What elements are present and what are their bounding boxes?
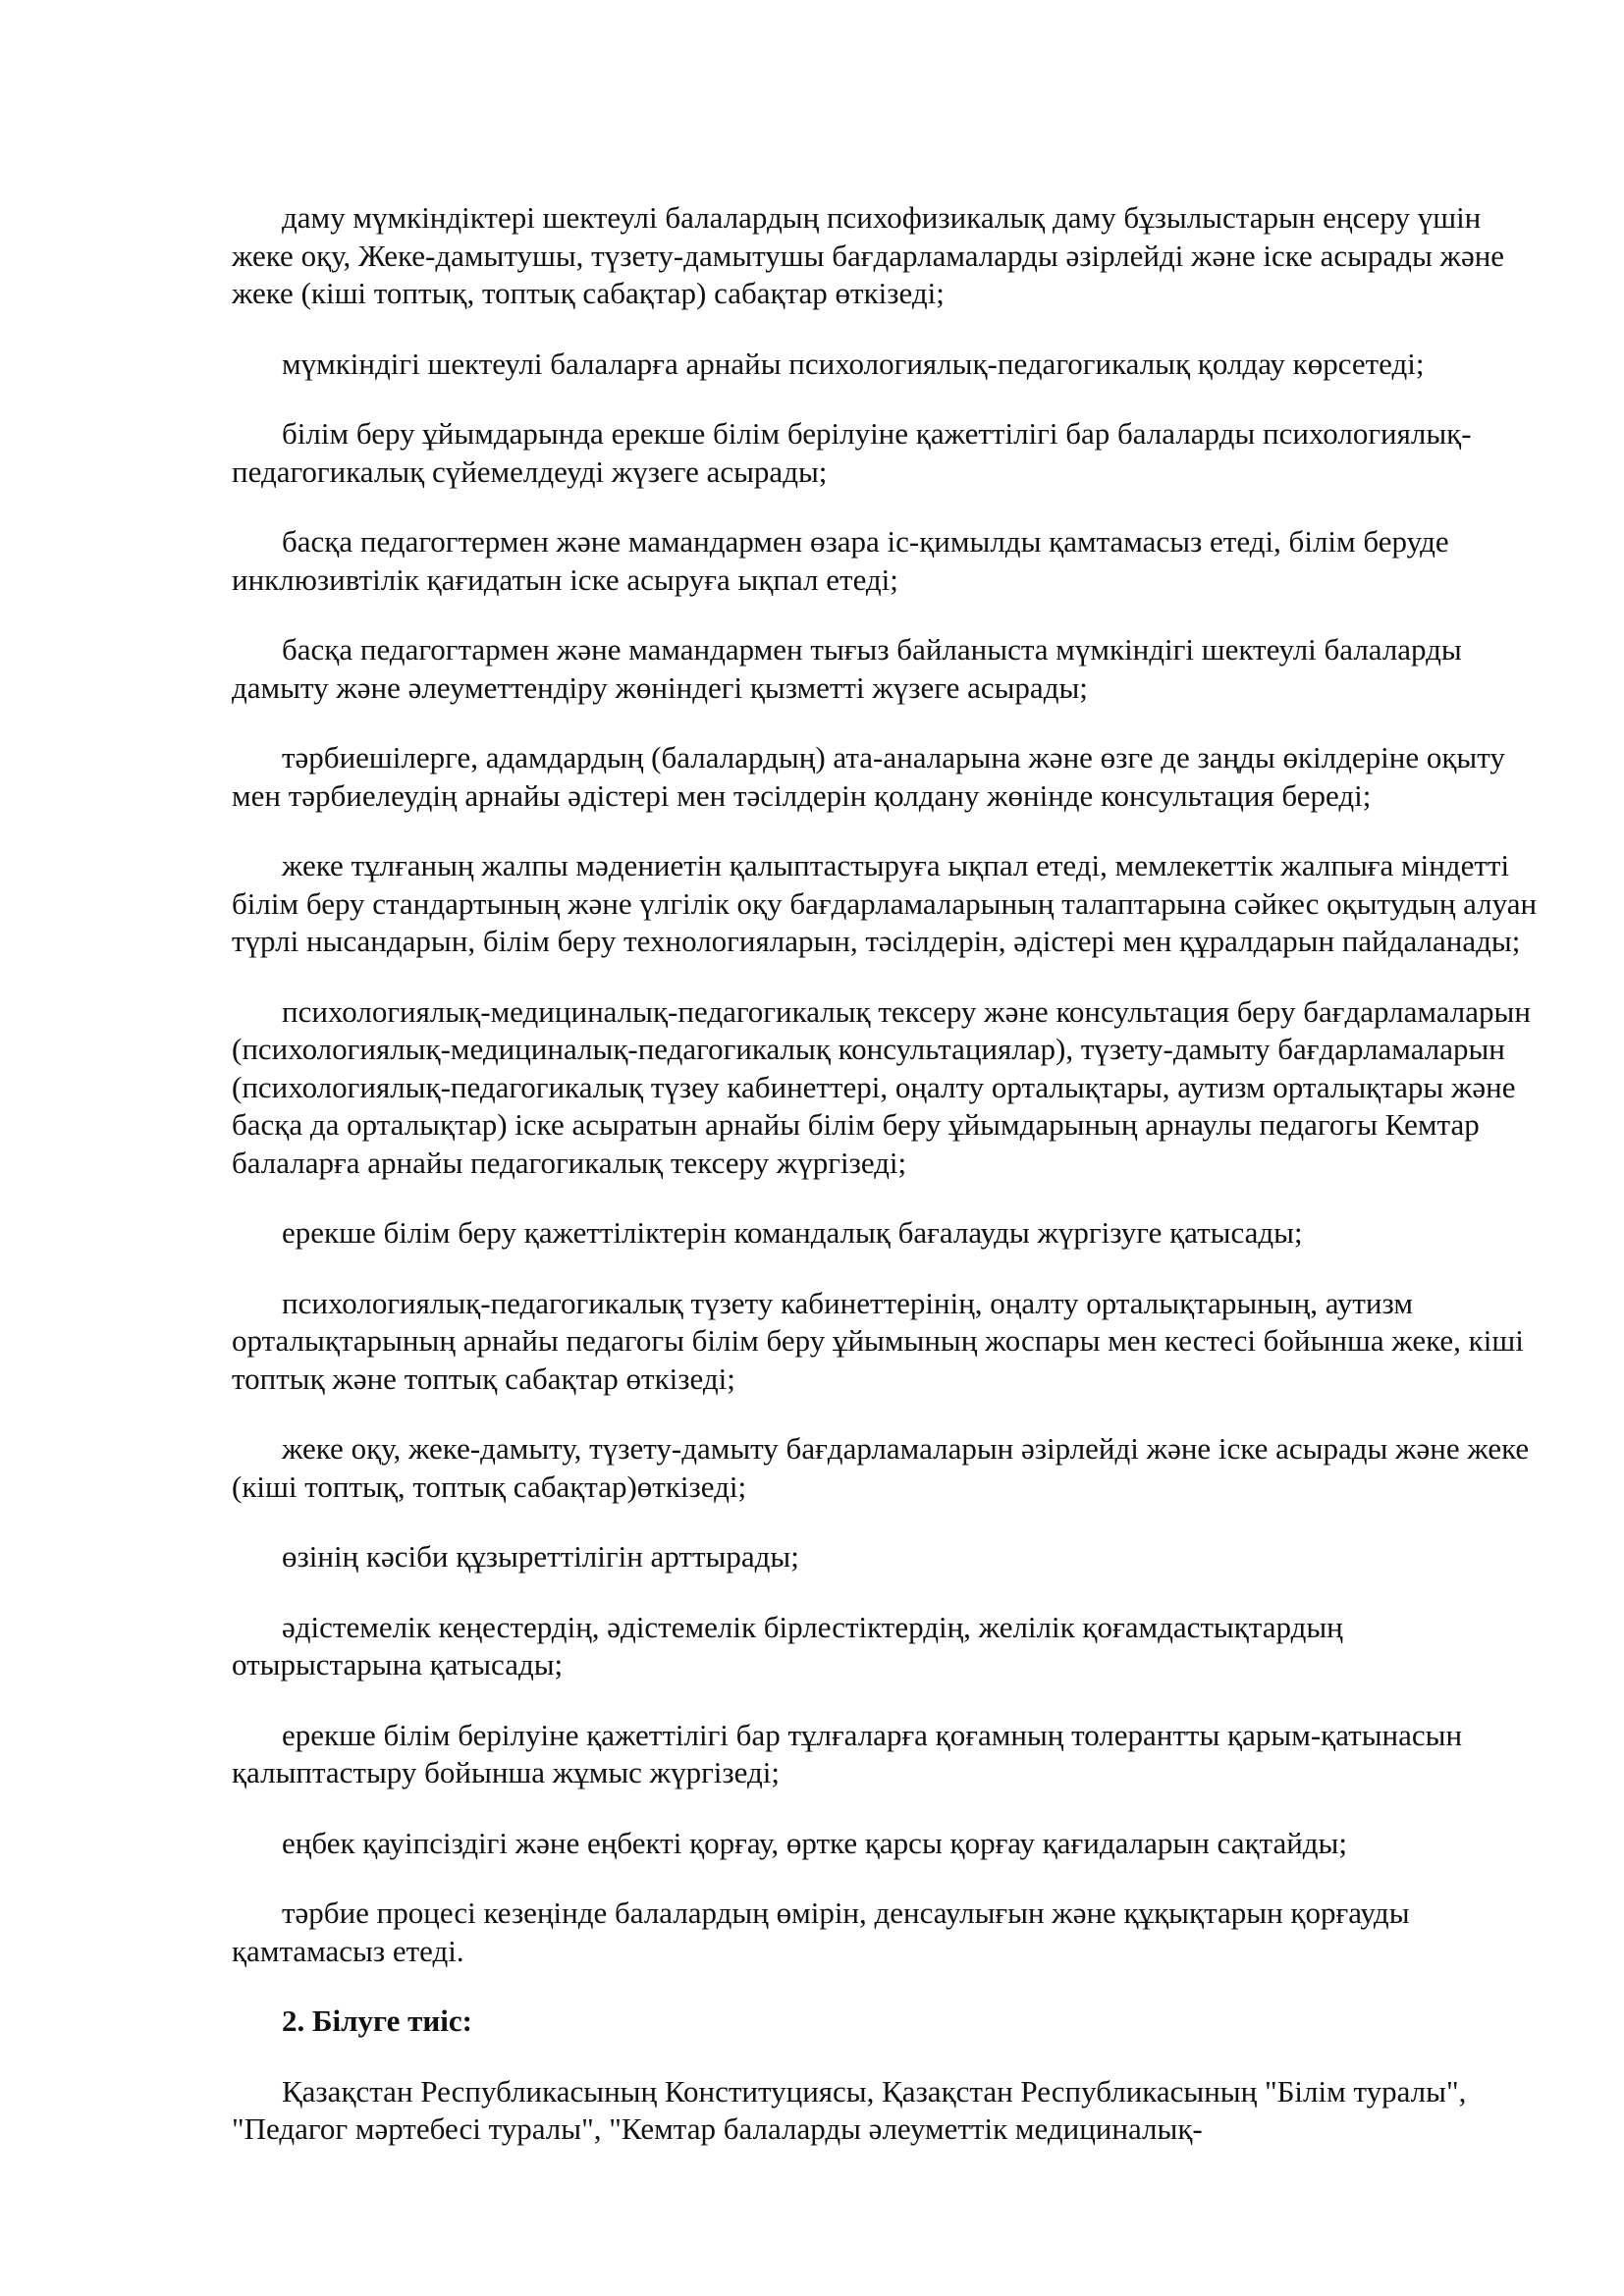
paragraph-11: жеке оқу, жеке-дамыту, түзету-дамыту бағдарламаларын әзірлейді және іске асырады және жеке (кіші топтық, топтық сабақтар)өткізеді;	[232, 1431, 1530, 1504]
paragraph-6: тәрбиешілерге, адамдардың (балалардың) ата-аналарына және өзге де заңды өкілдеріне оқыту мен тәрбиелеудің арнайы әдістері мен тәсілдерін қолдану жөнінде консультация береді;	[232, 740, 1505, 813]
paragraph-4: басқа педагогтермен және мамандармен өзара іс-қимылды қамтамасыз етеді, білім беруде инклюзивтілік қағидатын іске асыруға ықпал етеді;	[232, 524, 1449, 597]
paragraph-final: Қазақстан Республикасының Конституциясы, Қазақстан Республикасының "Білім туралы", "Педагог мәртебесі туралы", "Кемтар балаларды әлеуметтік медициналық-	[232, 2073, 1467, 2146]
paragraph-13: әдістемелік кеңестердің, әдістемелік бірлестіктердің, желілік қоғамдастықтардың отырыстарына қатысады;	[232, 1609, 1343, 1682]
paragraph-12: өзінің кәсіби құзыреттілігін арттырады;	[282, 1539, 799, 1574]
document-body	[232, 199, 1538, 2149]
paragraph-3: білім беру ұйымдарында ерекше білім берілуіне қажеттілігі бар балаларды психологиялық-педагогикалық сүйемелдеуді жүзеге асырады;	[232, 416, 1472, 489]
paragraph-15: еңбек қауіпсіздігі және еңбекті қорғау, өртке қарсы қорғау қағидаларын сақтайды;	[282, 1825, 1347, 1860]
section-heading: 2. Білуге тиіс:	[282, 2003, 472, 2038]
paragraph-9: ерекше білім беру қажеттіліктерін командалық бағалауды жүргізуге қатысады;	[282, 1215, 1303, 1250]
paragraph-5: басқа педагогтармен және мамандармен тығыз байланыста мүмкіндігі шектеулі балаларды дамыту және әлеуметтендіру жөніндегі қызметті жүзеге асырады;	[232, 632, 1462, 705]
paragraph-8: психологиялық-медициналық-педагогикалық тексеру және консультация беру бағдарламаларын (психологиялық-медициналық-педагогикалық консультациялар), түзету-дамыту бағдарламаларын (психологиялық-педагогикалық түзеу кабинеттері, оңалту орталықтары, аутизм орталықтары және басқа да орталықтар) іске асыратын арнайы білім беру ұйымдарының арнаулы педагогы Кемтар балаларға арнайы педагогикалық тексеру жүргізеді;	[232, 993, 1531, 1180]
paragraph-1: даму мүмкіндіктері шектеулі балалардың психофизикалық даму бұзылыстарын еңсеру үшін жеке оқу, Жеке-дамытушы, түзету-дамытушы бағдарламаларды әзірлейді және іске асырады және жеке (кіші топтық, топтық сабақтар) сабақтар өткізеді;	[232, 200, 1505, 310]
paragraph-7: жеке тұлғаның жалпы мәдениетін қалыптастыруға ықпал етеді, мемлекеттік жалпыға міндетті білім беру стандартының және үлгілік оқу бағдарламаларының талаптарына сәйкес оқытудың алуан түрлі нысандарын, білім беру технологияларын, тәсілдерін, әдістері мен құралдарын пайдаланады;	[232, 848, 1538, 958]
paragraph-2: мүмкіндігі шектеулі балаларға арнайы психологиялық-педагогикалық қолдау көрсетеді;	[282, 346, 1425, 381]
paragraph-14: ерекше білім берілуіне қажеттілігі бар тұлғаларға қоғамның толерантты қарым-қатынасын қалыптастыру бойынша жұмыс жүргізеді;	[232, 1717, 1463, 1789]
paragraph-10: психологиялық-педагогикалық түзету кабинеттерінің, оңалту орталықтарының, аутизм орталықтарының арнайы педагогы білім беру ұйымының жоспары мен кестесі бойынша жеке, кіші топтық және топтық сабақтар өткізеді;	[232, 1285, 1524, 1396]
paragraph-16: тәрбие процесі кезеңінде балалардың өмірін, денсаулығын және құқықтарын қорғауды қамтамасыз етеді.	[232, 1896, 1410, 1968]
